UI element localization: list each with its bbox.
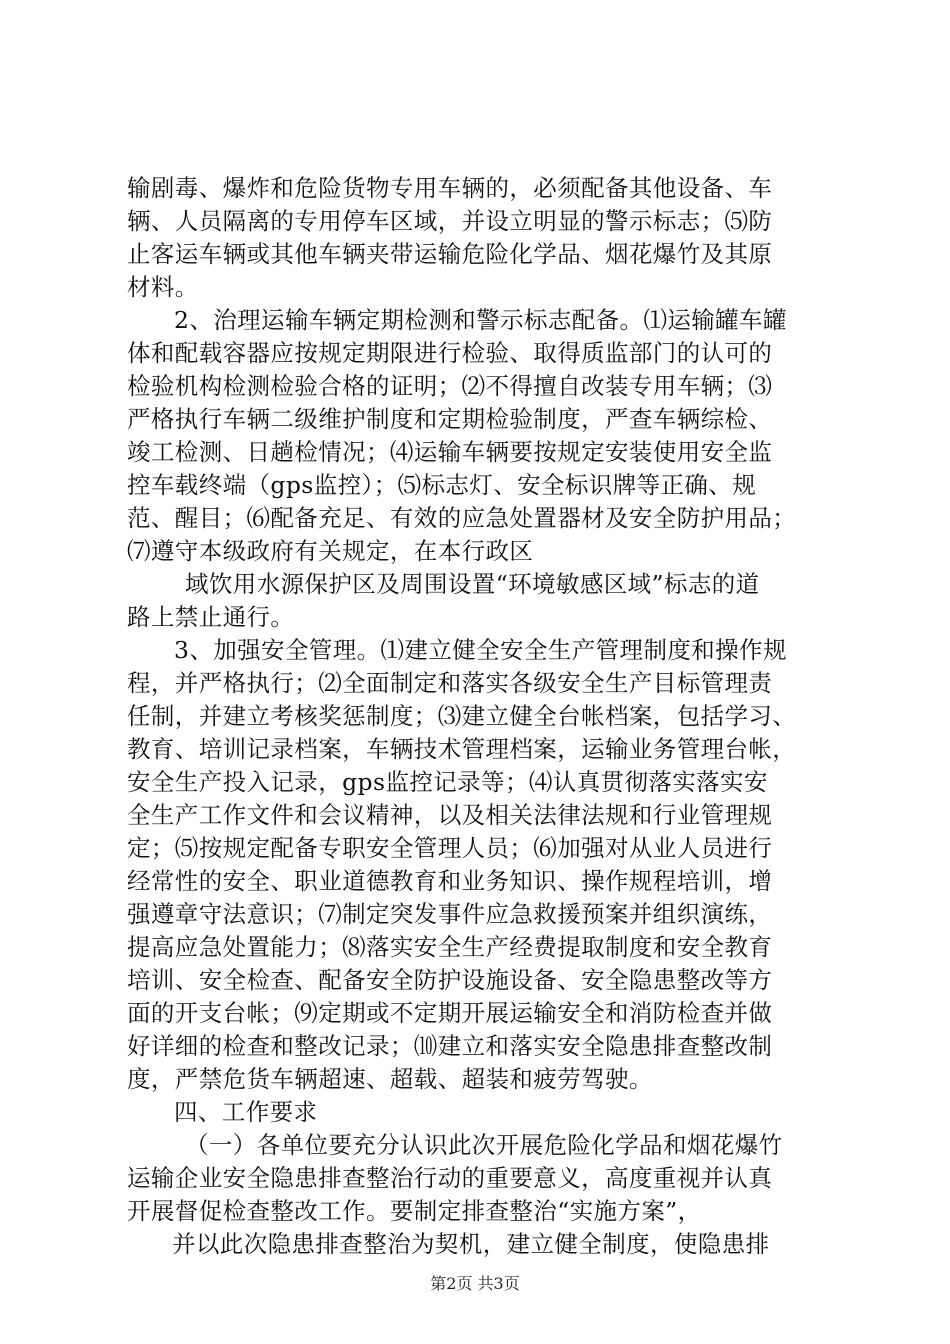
- text-line: 严格执行车辆二级维护制度和定期检验制度，严查车辆综检、: [127, 405, 773, 433]
- text-line: 教育、培训记录档案，车辆技术管理档案，运输业务管理台帐，: [127, 735, 797, 763]
- text-line: 范、醒目；⑹配备充足、有效的应急处置器材及安全防护用品；: [127, 504, 797, 532]
- text-line: 体和配载容器应按规定期限进行检验、取得质监部门的认可的: [127, 339, 773, 367]
- text-line: 路上禁止通行。: [127, 603, 295, 631]
- text-line: 域饮用水源保护区及周围设置“环境敏感区域”标志的道: [185, 570, 760, 598]
- text-line: 止客运车辆或其他车辆夹带运输危险化学品、烟花爆竹及其原: [127, 240, 773, 268]
- text-line: 安全生产投入记录，gps监控记录等；⑷认真贯彻落实落实安: [127, 768, 768, 796]
- text-line: 竣工检测、日趟检情况；⑷运输车辆要按规定安装使用安全监: [127, 438, 773, 466]
- document-body: [127, 172, 839, 1261]
- page-footer: 第2页 共3页: [430, 1274, 520, 1293]
- text-line: 经常性的安全、职业道德教育和业务知识、操作规程培训，增: [127, 867, 773, 895]
- text-line: 2、治理运输车辆定期检测和警示标志配备。⑴运输罐车罐: [174, 306, 787, 334]
- text-line: 程，并严格执行；⑵全面制定和落实各级安全生产目标管理责: [127, 669, 773, 697]
- text-line: 开展督促检查整改工作。要制定排查整治“实施方案”，: [127, 1197, 702, 1225]
- text-line: 度，严禁危货车辆超速、超载、超装和疲劳驾驶。: [127, 1065, 653, 1093]
- text-line: 材料。: [127, 273, 199, 301]
- text-line: 提高应急处置能力；⑻落实安全生产经费提取制度和安全教育: [127, 933, 773, 961]
- text-line: 定；⑸按规定配备专职安全管理人员；⑹加强对从业人员进行: [127, 834, 773, 862]
- text-line: 并以此次隐患排查整治为契机，建立健全制度，使隐患排: [172, 1230, 770, 1258]
- text-line: 强遵章守法意识；⑺制定突发事件应急救援预案并组织演练，: [127, 900, 773, 928]
- text-line: （一）各单位要充分认识此次开展危险化学品和烟花爆竹: [185, 1131, 783, 1159]
- text-line: 好详细的检查和整改记录；⑽建立和落实安全隐患排查整改制: [127, 1032, 773, 1060]
- text-line: 3、加强安全管理。⑴建立健全安全生产管理制度和操作规: [174, 636, 787, 664]
- text-line: 辆、人员隔离的专用停车区域，并设立明显的警示标志；⑸防: [127, 207, 773, 235]
- text-line: 任制，并建立考核奖惩制度；⑶建立健全台帐档案，包括学习、: [127, 702, 797, 730]
- text-line: 全生产工作文件和会议精神，以及相关法律法规和行业管理规: [127, 801, 773, 829]
- text-line: 检验机构检测检验合格的证明；⑵不得擅自改装专用车辆；⑶: [127, 372, 773, 400]
- text-line: 运输企业安全隐患排查整治行动的重要意义，高度重视并认真: [127, 1164, 773, 1192]
- text-line: 培训、安全检查、配备安全防护设施设备、安全隐患整改等方: [127, 966, 773, 994]
- text-line: ⑺遵守本级政府有关规定，在本行政区: [127, 537, 534, 565]
- text-line: 输剧毒、爆炸和危险货物专用车辆的，必须配备其他设备、车: [127, 174, 773, 202]
- text-line: 控车载终端（gps监控）；⑸标志灯、安全标识牌等正确、规: [127, 471, 757, 499]
- text-line: 四、工作要求: [174, 1098, 318, 1126]
- text-line: 面的开支台帐；⑼定期或不定期开展运输安全和消防检查并做: [127, 999, 773, 1027]
